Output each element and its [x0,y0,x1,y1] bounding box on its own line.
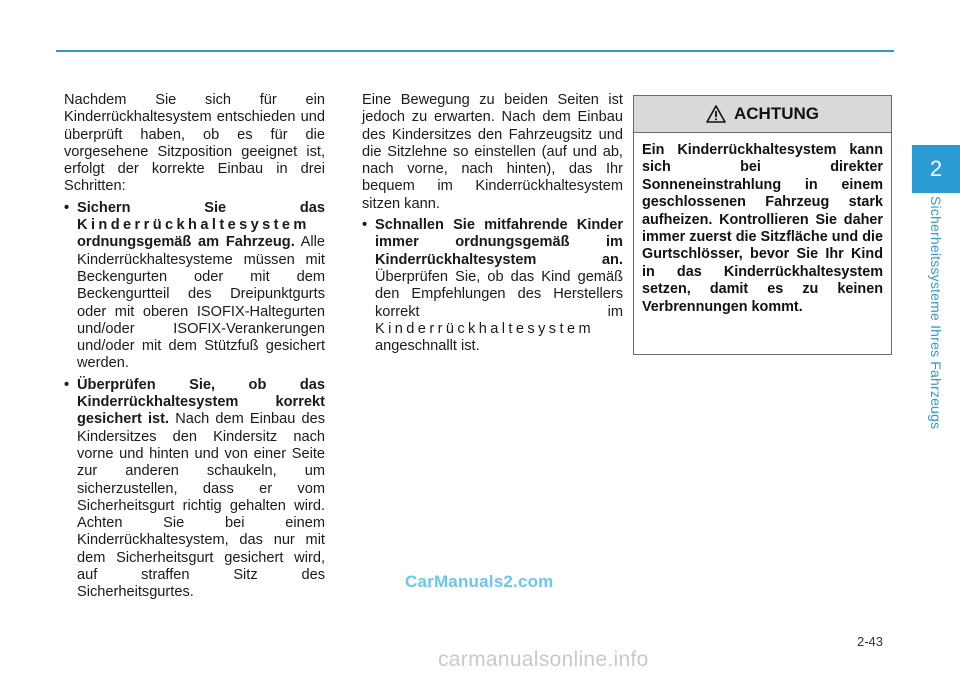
step-text: Überprüfen Sie, ob das Kind gemäß den Empfehlungen des Herstellers korrekt im [375,268,623,320]
footer-watermark: carmanualsonline.info [438,648,649,671]
list-item [64,377,325,602]
step-heading: Überprüfen Sie, ob das Kinderrückhaltesystem korrekt gesichert ist. [77,376,325,428]
text-column-left [64,92,325,606]
step-text: Alle Kinderrückhaltesysteme müssen mit Beckengurten oder mit dem Beckengurtteil des Dreipunktgurts oder mit oberen ISOFIX-Haltegurten und/oder ISOFIX-Verankerungen und/oder mit dem Stützfuß gesichert werden. [77,234,325,372]
warning-header [634,96,891,133]
top-rule [56,50,894,52]
warning-box [633,95,892,355]
steps-list [64,200,325,602]
step-heading: Sichern Sie das [77,199,325,216]
step-text-spaced: Kinderrückhaltesystem [375,320,595,337]
step-heading: Schnallen Sie mitfahrende Kinder immer ordnungsgemäß im Kinderrückhaltesystem an. [375,217,623,268]
warning-triangle-icon [706,105,726,123]
chapter-tab: 2 [912,145,960,193]
warning-title: ACHTUNG [734,104,819,123]
steps-list [362,217,623,355]
list-item [64,200,325,373]
page-number: 2-43 [857,634,884,649]
intro-paragraph: Nachdem Sie sich für ein Kinderrückhaltesystem entschieden und überprüft haben, ob es für die vorgesehene Sitzposition geeignet ist, erfolgt der korrekte Einbau in drei Schritten: [64,92,325,195]
chapter-title: Sicherheitssysteme Ihres Fahrzeugs [928,196,944,430]
list-item [362,217,623,355]
step-heading-spaced: Kinderrückhaltesystem [77,217,310,234]
step-heading: ordnungsgemäß am Fahrzeug. [77,234,295,251]
step-text: Nach dem Einbau des Kindersitzes den Kindersitz nach vorne und hinten und von einer Seite zur anderen schaukeln, um sicherzustellen, dass er vom Sicherheitsgurt richtig gehalten wird. Achten Sie bei einem Kinderrückhaltesystem, das nur mit dem Sicherheitsgurt gesichert wird, auf straffen Sitz des Sicherheitsgurtes. [77,411,325,601]
continuation-paragraph: Eine Bewegung zu beiden Seiten ist jedoch zu erwarten. Nach dem Einbau des Kindersitzes den Fahrzeugsitz und die Sitzlehne so einstellen (auf und ab, nach vorne, nach hinten), das Ihr bequem im Kinderrückhaltesystem sitzen kann. [362,92,623,212]
step-text: angeschnallt ist. [375,338,480,355]
watermark-logo: CarManuals2.com [405,572,554,591]
warning-text: Ein Kinderrückhaltesystem kann sich bei direkter Sonneneinstrahlung in einem geschlossenen Fahrzeug stark aufheizen. Kontrollieren Sie daher immer zuerst die Sitzfläche und die Gurtschlösser, bevor Sie Ihr Kind in das Kinderrückhaltesystem setzen, damit es zu keinen Verbrennungen kommt. [642,142,883,315]
text-column-middle [362,92,623,359]
